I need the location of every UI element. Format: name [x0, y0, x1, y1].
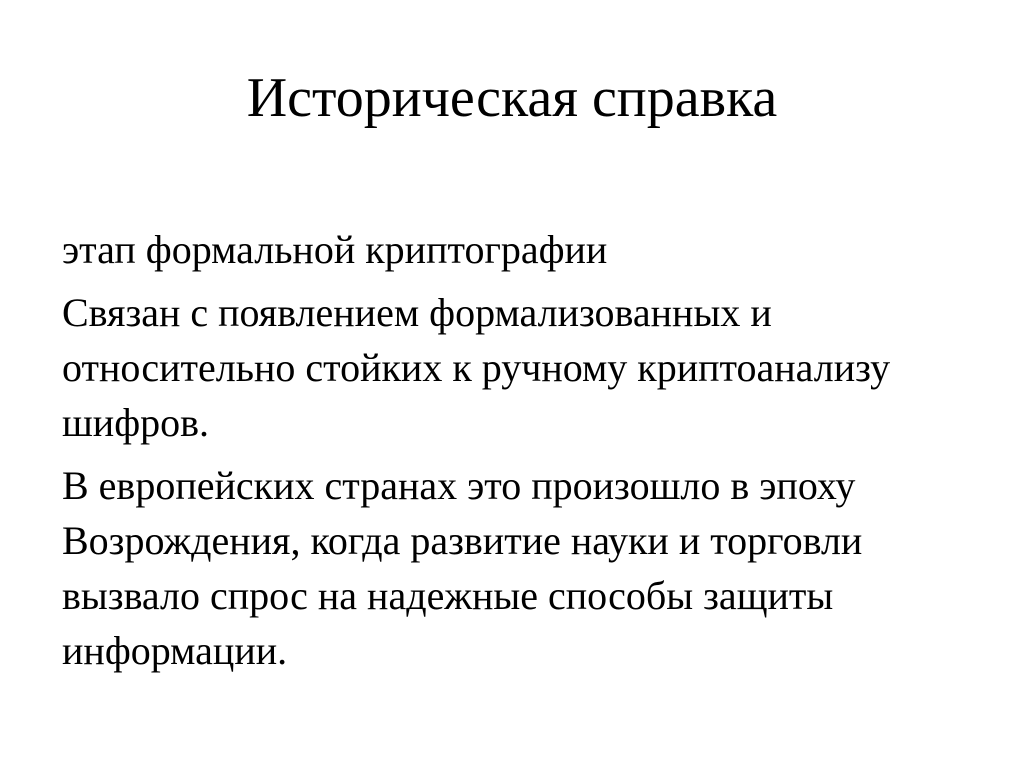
paragraph-formal-cryptography-stage: этап формальной криптографии: [62, 227, 608, 272]
paragraph-renaissance-europe: В европейских странах это произошло в эпоху Возрождения, когда развитие науки и торговли вызвало спрос на надежные способы защиты информации.: [62, 463, 863, 673]
paragraph-formalized-ciphers: Связан с появлением формализованных и относительно стойких к ручному криптоанализу шифров.: [62, 290, 891, 445]
slide-body: [62, 222, 962, 686]
slide-title: Историческая справка: [246, 67, 778, 129]
